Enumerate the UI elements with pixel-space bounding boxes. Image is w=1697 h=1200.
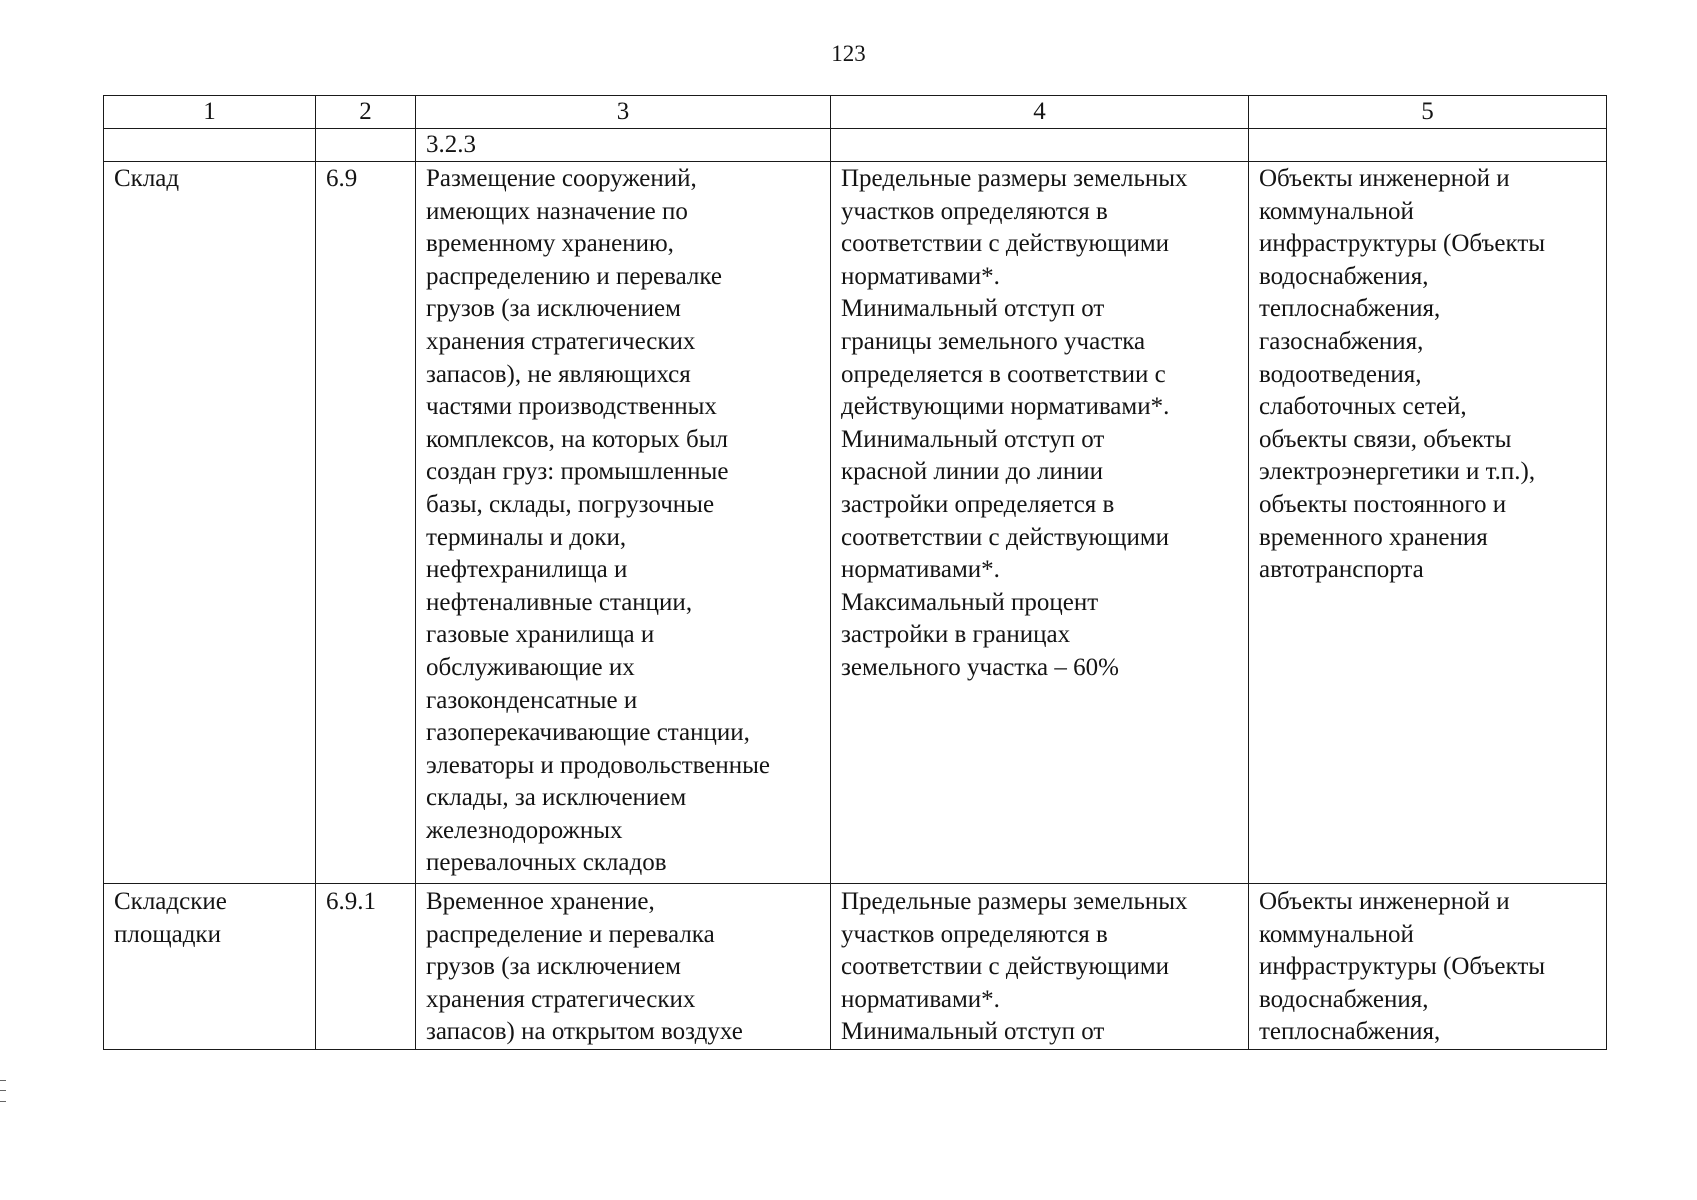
use-type-code: 6.9: [316, 162, 416, 884]
column-number-3: 3: [416, 96, 831, 129]
use-type-code: 6.9.1: [316, 884, 416, 1050]
scan-margin-mark: [0, 1080, 6, 1102]
continuation-cell-4: [831, 129, 1249, 162]
use-type-description: Размещение сооружений, имеющих назначение по временному хранению, распределению и перевалке грузов (за исключением хранения стратегических запасов), не являющихся частями производственных комплексов, на которых был создан груз: промышленные базы, склады, погрузочные терминалы и доки, нефтехранилища и нефтеналивные станции, газовые хранилища и обслуживающие их газоконденсатные и газоперекачивающие станции, элеваторы и продовольственные склады, за исключением железнодорожных перевалочных складов: [416, 162, 831, 884]
use-type-parameters: Предельные размеры земельных участков определяются в соответствии с действующими нормативами*. Минимальный отступ от границы земельного участка определяется в соответствии с действующими нормативами*. Минимальный отступ от красной линии до линии застройки определяется в соответствии с действующими нормативами*. Максимальный процент застройки в границах земельного участка – 60%: [831, 162, 1249, 884]
use-type-auxiliary: Объекты инженерной и коммунальной инфраструктуры (Объекты водоснабжения, теплоснабжения,: [1249, 884, 1607, 1050]
column-number-row: [104, 96, 1607, 129]
continuation-cell-1: [104, 129, 316, 162]
column-number-5: 5: [1249, 96, 1607, 129]
column-number-1: 1: [104, 96, 316, 129]
use-type-description: Временное хранение, распределение и перевалка грузов (за исключением хранения стратегических запасов) на открытом воздухе: [416, 884, 831, 1050]
use-type-name: Склад: [104, 162, 316, 884]
land-use-table: [103, 95, 1607, 1050]
column-number-2: 2: [316, 96, 416, 129]
table-row: [104, 884, 1607, 1050]
use-type-parameters: Предельные размеры земельных участков определяются в соответствии с действующими нормативами*. Минимальный отступ от: [831, 884, 1249, 1050]
continuation-cell-2: [316, 129, 416, 162]
page-number: 123: [831, 41, 866, 66]
continuation-cell-5: [1249, 129, 1607, 162]
use-type-auxiliary: Объекты инженерной и коммунальной инфраструктуры (Объекты водоснабжения, теплоснабжения, газоснабжения, водоотведения, слаботочных сетей, объекты связи, объекты электроэнергетики и т.п.), объекты постоянного и временного хранения автотранспорта: [1249, 162, 1607, 884]
use-type-name: Складские площадки: [104, 884, 316, 1050]
continuation-cell-3: 3.2.3: [416, 129, 831, 162]
continuation-row: [104, 129, 1607, 162]
column-number-4: 4: [831, 96, 1249, 129]
table-row: [104, 162, 1607, 884]
